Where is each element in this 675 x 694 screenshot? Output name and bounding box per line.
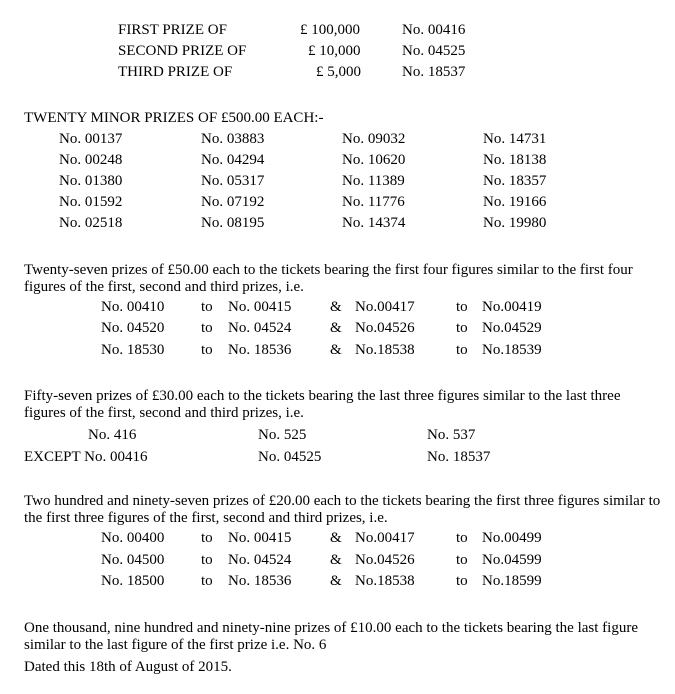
minor-prize-number: No. 01380 <box>59 173 123 189</box>
minor-prize-number: No. 19980 <box>483 215 547 231</box>
dated-line: Dated this 18th of August of 2015. <box>24 659 232 675</box>
minor-prize-number: No. 18138 <box>483 152 547 168</box>
range-ampersand: & <box>330 320 342 336</box>
range-end: No.04529 <box>482 320 542 336</box>
minor-prize-number: No. 14731 <box>483 131 547 147</box>
last-three-number: No. 537 <box>427 427 476 443</box>
range-to: to <box>201 299 213 315</box>
second-prize-label: SECOND PRIZE OF <box>118 43 247 59</box>
fifty-prizes-paragraph: Twenty-seven prizes of £50.00 each to the tickets bearing the first four figures similar to the first four figures of the first, second and third prizes, i.e. <box>24 262 633 295</box>
range-to: to <box>201 552 213 568</box>
range-end: No.18539 <box>482 342 542 358</box>
minor-prize-number: No. 07192 <box>201 194 265 210</box>
range-start: No.18538 <box>355 573 415 589</box>
range-end: No. 18536 <box>228 573 292 589</box>
last-three-number: No. 525 <box>258 427 307 443</box>
range-ampersand: & <box>330 552 342 568</box>
twenty-prizes-paragraph: Two hundred and ninety-seven prizes of £20.00 each to the tickets bearing the first three figures similar to the first three figures of the first, second and third prizes, i.e. <box>24 493 661 526</box>
minor-prize-number: No. 01592 <box>59 194 123 210</box>
range-start: No. 18500 <box>101 573 165 589</box>
range-to: to <box>456 299 468 315</box>
minor-prize-number: No. 19166 <box>483 194 547 210</box>
minor-prize-number: No. 18357 <box>483 173 547 189</box>
minor-prize-number: No. 09032 <box>342 131 406 147</box>
except-number: No. 04525 <box>258 449 322 465</box>
minor-prize-number: No. 05317 <box>201 173 265 189</box>
except-number: No. 18537 <box>427 449 491 465</box>
minor-prize-number: No. 11389 <box>342 173 405 189</box>
range-ampersand: & <box>330 342 342 358</box>
range-ampersand: & <box>330 530 342 546</box>
range-end: No.04599 <box>482 552 542 568</box>
minor-prize-number: No. 03883 <box>201 131 265 147</box>
range-to: to <box>456 342 468 358</box>
minor-prize-number: No. 04294 <box>201 152 265 168</box>
first-prize-amount: £ 100,000 <box>300 22 360 38</box>
range-end: No. 00415 <box>228 530 292 546</box>
range-ampersand: & <box>330 573 342 589</box>
range-ampersand: & <box>330 299 342 315</box>
range-start: No. 04520 <box>101 320 165 336</box>
range-end: No. 04524 <box>228 552 292 568</box>
second-prize-amount: £ 10,000 <box>308 43 361 59</box>
range-start: No. 18530 <box>101 342 165 358</box>
ten-prizes-paragraph: One thousand, nine hundred and ninety-nine prizes of £10.00 each to the tickets bearing the last figure similar to the last figure of the first prize i.e. No. 6 <box>24 620 638 653</box>
range-to: to <box>456 530 468 546</box>
except-number: EXCEPT No. 00416 <box>24 449 148 465</box>
range-to: to <box>201 530 213 546</box>
minor-prize-number: No. 00248 <box>59 152 123 168</box>
minor-prizes-heading: TWENTY MINOR PRIZES OF £500.00 EACH:- <box>24 110 324 126</box>
first-prize-number: No. 00416 <box>402 22 466 38</box>
range-to: to <box>201 342 213 358</box>
third-prize-amount: £ 5,000 <box>316 64 361 80</box>
range-start: No.00417 <box>355 530 415 546</box>
range-start: No. 00400 <box>101 530 165 546</box>
thirty-prizes-paragraph: Fifty-seven prizes of £30.00 each to the tickets bearing the last three figures similar to the last three figures of the first, second and third prizes, i.e. <box>24 388 621 421</box>
range-start: No.04526 <box>355 320 415 336</box>
range-end: No. 00415 <box>228 299 292 315</box>
minor-prize-number: No. 00137 <box>59 131 123 147</box>
range-end: No.18599 <box>482 573 542 589</box>
last-three-number: No. 416 <box>88 427 137 443</box>
range-end: No.00499 <box>482 530 542 546</box>
minor-prize-number: No. 10620 <box>342 152 406 168</box>
range-start: No. 04500 <box>101 552 165 568</box>
second-prize-number: No. 04525 <box>402 43 466 59</box>
third-prize-label: THIRD PRIZE OF <box>118 64 233 80</box>
range-to: to <box>456 573 468 589</box>
minor-prize-number: No. 14374 <box>342 215 406 231</box>
minor-prize-number: No. 08195 <box>201 215 265 231</box>
range-to: to <box>201 573 213 589</box>
range-start: No.00417 <box>355 299 415 315</box>
range-start: No.04526 <box>355 552 415 568</box>
minor-prize-number: No. 02518 <box>59 215 123 231</box>
range-start: No.18538 <box>355 342 415 358</box>
third-prize-number: No. 18537 <box>402 64 466 80</box>
range-to: to <box>201 320 213 336</box>
minor-prize-number: No. 11776 <box>342 194 405 210</box>
range-to: to <box>456 552 468 568</box>
range-end: No.00419 <box>482 299 542 315</box>
first-prize-label: FIRST PRIZE OF <box>118 22 227 38</box>
range-to: to <box>456 320 468 336</box>
range-end: No. 18536 <box>228 342 292 358</box>
range-start: No. 00410 <box>101 299 165 315</box>
range-end: No. 04524 <box>228 320 292 336</box>
